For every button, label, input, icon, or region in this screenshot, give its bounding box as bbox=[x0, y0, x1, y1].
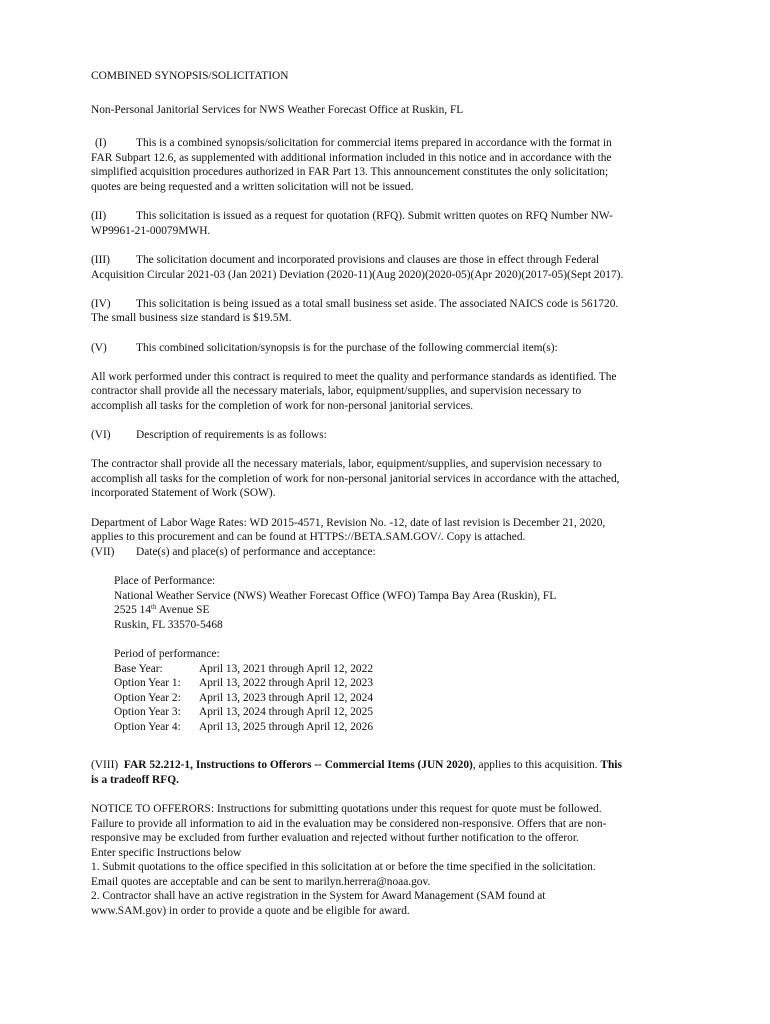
period-row-dates: April 13, 2024 through April 12, 2025 bbox=[199, 706, 374, 719]
section-text-line: The solicitation document and incorporated provisions and clauses are those in effect through Federal bbox=[136, 253, 600, 266]
section-text-line: This solicitation is being issued as a total small business set aside. The associated NAICS code is 561720. bbox=[136, 297, 619, 310]
period-row-label: Option Year 4: bbox=[114, 720, 181, 733]
section-number: (VI) bbox=[91, 429, 111, 442]
tradeoff-note: This bbox=[600, 759, 622, 772]
work-paragraph bbox=[91, 370, 683, 414]
section-number: (VII) bbox=[91, 545, 115, 558]
place-of-performance bbox=[91, 574, 683, 632]
period-row-label: Option Year 1: bbox=[114, 677, 181, 690]
period-row-dates: April 13, 2022 through April 12, 2023 bbox=[199, 677, 374, 690]
paragraph-line: incorporated Statement of Work (SOW). bbox=[91, 487, 276, 500]
period-row-dates: April 13, 2021 through April 12, 2022 bbox=[199, 662, 374, 675]
paragraph-line: accomplish all tasks for the completion of work for non-personal janitorial services in accordance with the attached, bbox=[91, 472, 620, 485]
section-iv bbox=[91, 297, 683, 326]
far-reference: FAR 52.212-1, Instructions to Offerors -- Commercial Items (JUN 2020) bbox=[123, 759, 473, 772]
section-text-line: simplified acquisition procedures authorized in FAR Part 13. This announcement constitutes the only solicitation; bbox=[91, 166, 609, 179]
period-row-label: Option Year 3: bbox=[114, 706, 181, 719]
place-city: Ruskin, FL 33570-5468 bbox=[114, 618, 223, 631]
notice-line: Failure to provide all information to aid in the evaluation may be considered non-responsive. Offers that are non- bbox=[91, 817, 607, 830]
section-number: (V) bbox=[91, 341, 107, 354]
period-row-dates: April 13, 2023 through April 12, 2024 bbox=[199, 691, 374, 704]
period-row-label: Base Year: bbox=[114, 662, 163, 675]
notice-line: Email quotes are acceptable and can be sent to marilyn.herrera@noaa.gov. bbox=[91, 875, 431, 888]
section-text-line: Date(s) and place(s) of performance and acceptance: bbox=[136, 545, 376, 558]
place-office: National Weather Service (NWS) Weather Forecast Office (WFO) Tampa Bay Area (Ruskin), FL bbox=[114, 589, 557, 602]
paragraph-line: All work performed under this contract is required to meet the quality and performance standards as identified. The bbox=[91, 370, 617, 383]
section-text-line: The small business size standard is $19.5M. bbox=[91, 312, 292, 325]
notice-line: Enter specific Instructions below bbox=[91, 846, 242, 859]
section-number: (VIII) bbox=[91, 759, 119, 772]
period-label: Period of performance: bbox=[114, 647, 220, 660]
section-iii bbox=[91, 253, 683, 282]
section-i bbox=[91, 136, 683, 194]
paragraph-line: The contractor shall provide all the necessary materials, labor, equipment/supplies, and supervision necessary to bbox=[91, 458, 602, 471]
section-ii bbox=[91, 209, 683, 238]
document-body bbox=[91, 69, 683, 919]
period-row bbox=[114, 705, 683, 720]
document-heading: COMBINED SYNOPSIS/SOLICITATION bbox=[91, 70, 289, 82]
period-row bbox=[114, 676, 683, 691]
section-text-line: This combined solicitation/synopsis is for the purchase of the following commercial item(s): bbox=[136, 341, 558, 354]
section-vii bbox=[91, 545, 683, 560]
section-v bbox=[91, 341, 683, 356]
wage-paragraph bbox=[91, 516, 683, 545]
notice-line: www.SAM.gov) in order to provide a quote and be eligible for award. bbox=[91, 905, 410, 918]
section-number: (I) bbox=[95, 137, 107, 150]
section-text: , applies to this acquisition. bbox=[472, 759, 598, 772]
period-of-performance bbox=[91, 647, 683, 735]
section-text-line: quotes are being requested and a written solicitation will not be issued. bbox=[91, 180, 414, 193]
requirements-paragraph bbox=[91, 457, 683, 501]
paragraph-line: contractor shall provide all the necessary materials, labor, equipment/supplies, and supervision necessary to bbox=[91, 385, 582, 398]
tradeoff-note: is a tradeoff RFQ. bbox=[91, 773, 179, 786]
paragraph-line: Department of Labor Wage Rates: WD 2015-4571, Revision No. -12, date of last revision is December 21, 2020, bbox=[91, 516, 606, 529]
section-number: (IV) bbox=[91, 297, 111, 310]
period-row-label: Option Year 2: bbox=[114, 691, 181, 704]
paragraph-line: applies to this procurement and can be found at HTTPS://BETA.SAM.GOV/. Copy is attached. bbox=[91, 531, 526, 544]
section-vi bbox=[91, 428, 683, 443]
section-number: (III) bbox=[91, 253, 110, 266]
section-text-line: This solicitation is issued as a request for quotation (RFQ). Submit written quotes on RFQ Number NW- bbox=[136, 210, 613, 223]
place-street: 2525 14th Avenue SE bbox=[114, 603, 210, 617]
notice-line: 1. Submit quotations to the office specified in this solicitation at or before the time specified in the solicitation. bbox=[91, 861, 596, 874]
section-text-line: WP9961-21-00079MWH. bbox=[91, 224, 211, 237]
section-text-line: Acquisition Circular 2021-03 (Jan 2021) Deviation (2020-11)(Aug 2020)(2020-05)(Apr 2020)(2017-05)(Sept 2017). bbox=[91, 268, 624, 281]
notice-to-offerors bbox=[91, 802, 683, 919]
section-viii bbox=[91, 758, 683, 787]
notice-line: 2. Contractor shall have an active registration in the System for Award Management (SAM found at bbox=[91, 890, 546, 903]
document-subject: Non-Personal Janitorial Services for NWS Weather Forecast Office at Ruskin, FL bbox=[91, 103, 464, 116]
period-row bbox=[114, 691, 683, 706]
notice-line: responsive may be excluded from further evaluation and rejected without further notification to the offeror. bbox=[91, 832, 579, 845]
notice-line: NOTICE TO OFFERORS: Instructions for submitting quotations under this request for quote must be followed. bbox=[91, 802, 602, 815]
period-row-dates: April 13, 2025 through April 12, 2026 bbox=[199, 720, 374, 733]
paragraph-line: accomplish all tasks for the completion of work for non-personal janitorial services. bbox=[91, 399, 474, 412]
period-row bbox=[114, 720, 683, 735]
place-label: Place of Performance: bbox=[114, 575, 216, 587]
section-text-line: This is a combined synopsis/solicitation for commercial items prepared in accordance with the format in bbox=[136, 137, 612, 150]
section-number: (II) bbox=[91, 210, 107, 223]
period-row bbox=[114, 662, 683, 677]
section-text-line: Description of requirements is as follows: bbox=[136, 429, 327, 442]
section-text-line: FAR Subpart 12.6, as supplemented with additional information included in this notice and in accordance with the bbox=[91, 151, 612, 164]
